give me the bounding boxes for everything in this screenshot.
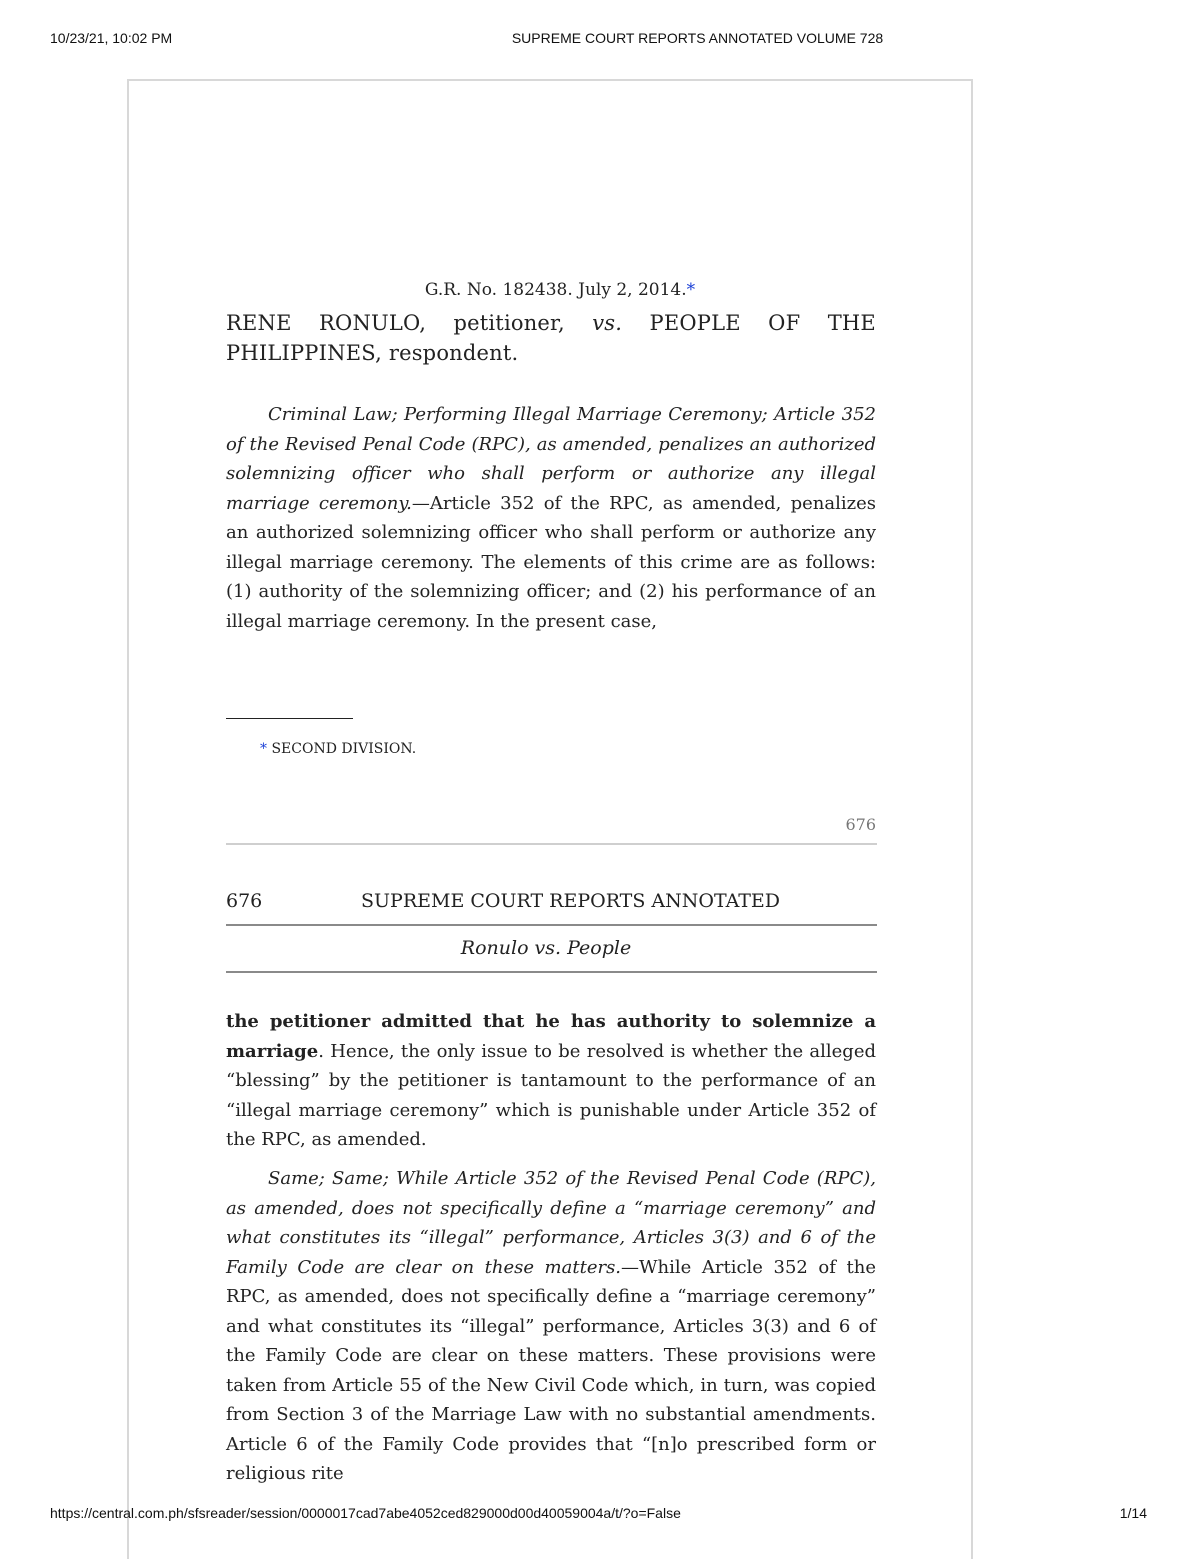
footnote-text: SECOND DIVISION. (267, 741, 417, 757)
page-separator (226, 843, 877, 845)
footnote-divider (226, 718, 353, 719)
syllabus-text: —While Article 352 of the RPC, as amended, does not specifically define a “marriage ceremony” and what constitutes its “illegal” performance, Articles 3(3) and 6 of the Family Code are clear on these matters. These provisions were taken from Article 55 of the New Civil Code which, in turn, was copied from Section 3 of the Marriage Law with no substantial amendments. Article 6 of the Family Code provides that “[n]o prescribed form or religious rite (226, 1256, 876, 1484)
continuation-text: . Hence, the only issue to be resolved is whether the alleged “blessing” by the petitioner is tantamount to the performance of an “illegal marriage ceremony” which is punishable under Article 352 of the RPC, as amended. (226, 1040, 876, 1150)
source-url-link[interactable]: https://central.com.ph/sfsreader/session/0000017cad7abe4052ced829000d00d40059004a/t/?o=False (50, 1505, 681, 1521)
print-page-count: 1/14 (1119, 1505, 1147, 1521)
case-title-line2: PHILIPPINES, respondent. (226, 341, 519, 365)
running-subtitle-rule (226, 971, 877, 973)
page-number: 676 (845, 815, 876, 834)
footnote-marker-link[interactable]: * (260, 741, 267, 757)
case-title-word: PEOPLE (649, 311, 741, 335)
case-number-date (0, 280, 1120, 300)
running-head-title: SUPREME COURT REPORTS ANNOTATED (361, 890, 781, 912)
case-title-word: petitioner, (453, 311, 565, 335)
footnote-ref-link[interactable]: * (686, 280, 696, 300)
syllabus-keywords: Criminal Law; Performing Illegal Marriage Ceremony; Article 352 of the Revised Penal Code (RPC), as amended, penalizes an authorized solemnizing officer who shall perform or authorize any illegal marriage ceremony. (226, 404, 876, 514)
syllabus-keywords: Same; Same; While Article 352 of the Revised Penal Code (RPC), as amended, does not specifically define a “marriage ceremony” and what constitutes its “illegal” performance, Articles 3(3) and 6 of the Family Code are clear on these matters. (226, 1168, 876, 1278)
running-head-page: 676 (226, 890, 263, 912)
case-title-line1 (226, 308, 876, 338)
case-number-text: G.R. No. 182438. July 2, 2014. (424, 280, 687, 300)
continuation-paragraph (226, 1007, 876, 1155)
emphasized-text: the petitioner admitted that he has authority to solemnize a marriage (226, 1011, 876, 1062)
print-datetime: 10/23/21, 10:02 PM (50, 30, 173, 46)
syllabus-paragraph-1 (226, 400, 876, 636)
case-title-word: THE (827, 311, 876, 335)
case-title-word: OF (768, 311, 801, 335)
footnote (260, 741, 416, 757)
syllabus-paragraph-2 (226, 1164, 876, 1489)
case-title-word: RONULO, (319, 311, 427, 335)
case-title (226, 308, 876, 368)
case-title-word: RENE (226, 311, 292, 335)
syllabus-text: —Article 352 of the RPC, as amended, penalizes an authorized solemnizing officer who shall perform or authorize any illegal marriage ceremony. The elements of this crime are as follows: (1) authority of the solemnizing officer; and (2) his performance of an illegal marriage ceremony. In the present case, (226, 492, 876, 632)
case-title-word: vs. (592, 311, 623, 335)
running-head-subtitle: Ronulo vs. People (460, 937, 632, 959)
print-title: SUPREME COURT REPORTS ANNOTATED VOLUME 728 (511, 30, 884, 46)
running-head-rule (226, 924, 877, 926)
